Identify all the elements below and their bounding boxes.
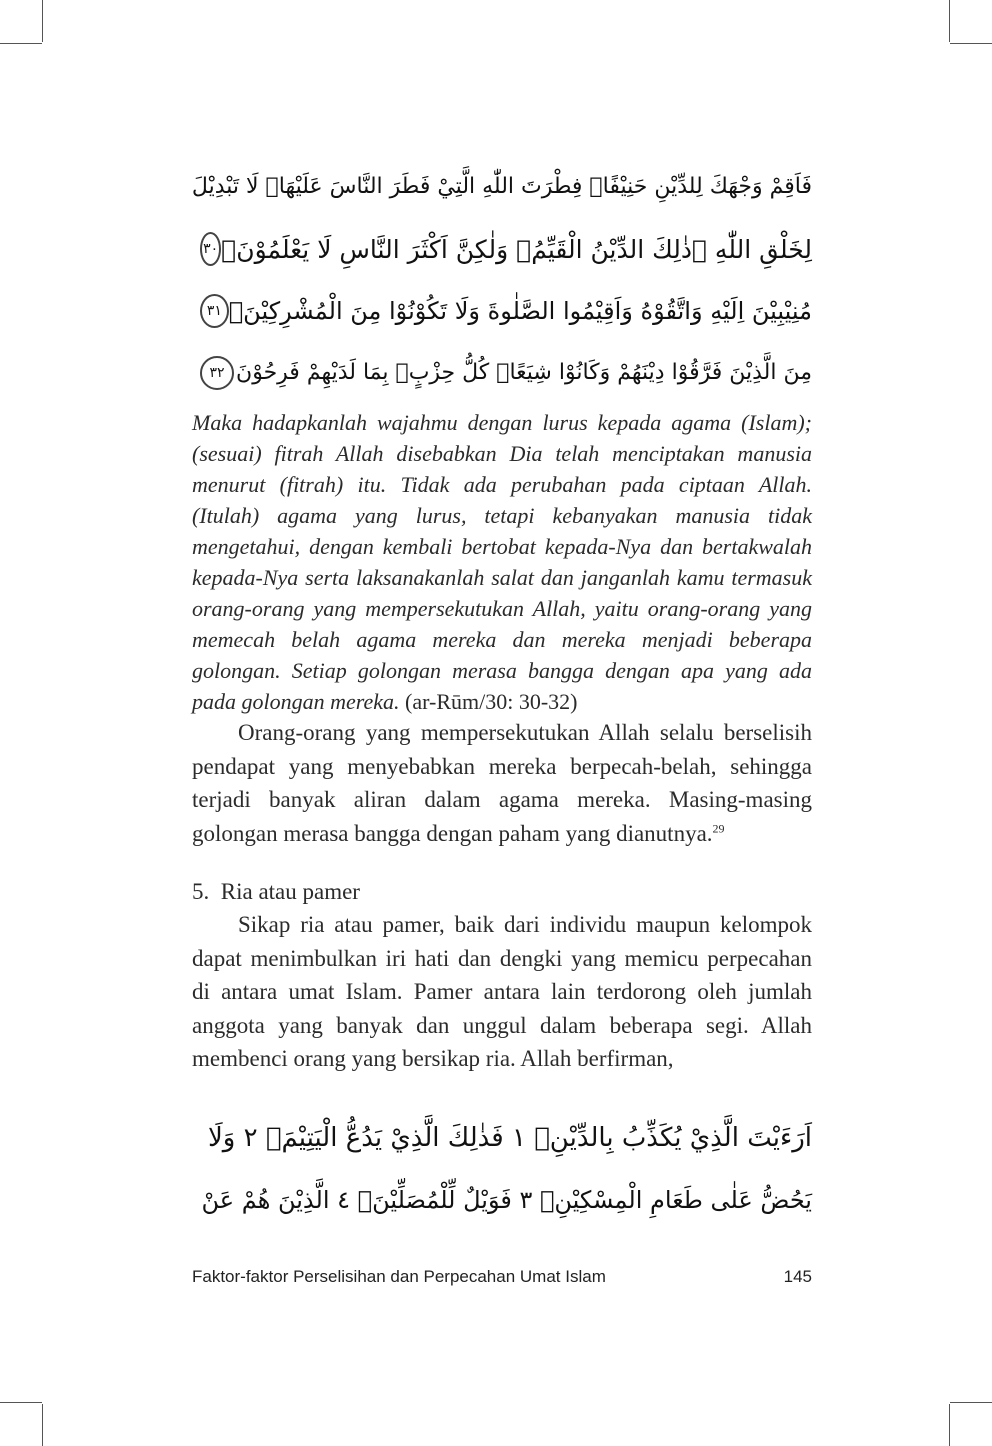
arabic-verse-block [192, 1107, 812, 1231]
arabic-verse-line [192, 156, 812, 218]
arabic-verse-text: مِنَ الَّذِيْنَ فَرَّقُوْا دِيْنَهُمْ وَكَانُوْا شِيَعًاۗ كُلُّ حِزْبٍۢ بِمَا لَدَيْهِمْ فَرِحُوْنَ [236, 360, 812, 385]
section-title: Ria atau pamer [220, 879, 360, 904]
crop-mark [42, 1404, 43, 1446]
paragraph-text: Orang-orang yang mempersekutukan Allah selalu berselisih pendapat yang menyebabkan mereka berpecah-belah, sehingga terjadi banyak aliran dalam agama mereka. Masing-masing golongan merasa bangga dengan paham yang dianutnya. [192, 720, 812, 846]
body-paragraph [192, 716, 812, 850]
page-number: 145 [783, 1267, 812, 1286]
footnote-marker: 29 [712, 820, 725, 835]
paragraph-text: Sikap ria atau pamer, baik dari individu maupun kelompok dapat menimbulkan iri hati dan dengki yang memicu perpecahan di antara umat Islam. Pamer antara lain terdorong oleh jumlah anggota yang banyak dan unggul dalam beberapa segi. Allah membenci orang yang bersikap ria. Allah berfirman, [192, 912, 812, 1071]
arabic-verse-line [192, 1169, 812, 1231]
arabic-verse-line [192, 218, 812, 280]
ayah-number-marker: ٣٢ [200, 356, 234, 390]
body-paragraph [192, 908, 812, 1076]
crop-mark [42, 0, 43, 42]
page-footer [192, 1267, 812, 1287]
crop-mark [950, 43, 992, 44]
section-number: 5. [192, 879, 210, 904]
arabic-verse-text: يَحُضُّ عَلٰى طَعَامِ الْمِسْكِيْنِۗ ٣ فَوَيْلٌ لِّلْمُصَلِّيْنَۙ ٤ الَّذِيْنَ هُمْ عَنْ [201, 1186, 812, 1214]
crop-mark [0, 43, 42, 44]
running-title: Faktor-faktor Perselisihan dan Perpecahan Umat Islam [192, 1267, 606, 1286]
translation-text: Maka hadapkanlah wajahmu dengan lurus kepada agama (Islam); (sesuai) fitrah Allah disebabkan Dia telah menciptakan manusia menurut (fitrah) itu. Tidak ada perubahan pada ciptaan Allah. (Itulah) agama yang lurus, tetapi kebanyakan manusia tidak mengetahui, dengan kembali bertobat kepada-Nya dan bertakwalah kepada-Nya serta laksanakanlah salat dan janganlah kamu termasuk orang-orang yang mempersekutukan Allah, yaitu orang-orang yang memecah belah agama mereka dan mereka menjadi beberapa golongan. Setiap golongan merasa bangga dengan apa yang ada pada golongan mereka. [192, 410, 812, 714]
arabic-verse-block [192, 156, 812, 404]
crop-mark [949, 0, 950, 42]
verse-translation [192, 407, 812, 717]
arabic-verse-text: فَاَقِمْ وَجْهَكَ لِلدِّيْنِ حَنِيْفًاۗ فِطْرَتَ اللّٰهِ الَّتِيْ فَطَرَ النَّاسَ عَلَيْهَاۗ لَا تَبْدِيْلَ [191, 174, 812, 199]
arabic-verse-line [192, 280, 812, 342]
arabic-verse-text: مُنِيْبِيْنَ اِلَيْهِ وَاتَّقُوْهُ وَاَقِيْمُوا الصَّلٰوةَ وَلَا تَكُوْنُوْا مِنَ الْمُشْرِكِيْنَۙ [228, 297, 812, 325]
crop-mark [950, 1402, 992, 1403]
ayah-number-marker: ٣٠ [200, 232, 221, 266]
ayah-number-marker: ٣١ [200, 294, 229, 328]
arabic-verse-text: لِخَلْقِ اللّٰهِ ۗذٰلِكَ الدِّيْنُ الْقَيِّمُۙ وَلٰكِنَّ اَكْثَرَ النَّاسِ لَا يَعْلَمُوْنَۙ [221, 234, 812, 264]
arabic-verse-line [192, 1107, 812, 1169]
section-heading [192, 875, 812, 909]
arabic-verse-text: اَرَءَيْتَ الَّذِيْ يُكَذِّبُ بِالدِّيْنِۗ ١ فَذٰلِكَ الَّذِيْ يَدُعُّ الْيَتِيْمَۙ ٢ وَلَا [207, 1123, 812, 1153]
crop-mark [949, 1404, 950, 1446]
crop-mark [0, 1402, 42, 1403]
arabic-verse-line [192, 342, 812, 404]
verse-citation: (ar-Rūm/30: 30-32) [405, 689, 578, 714]
